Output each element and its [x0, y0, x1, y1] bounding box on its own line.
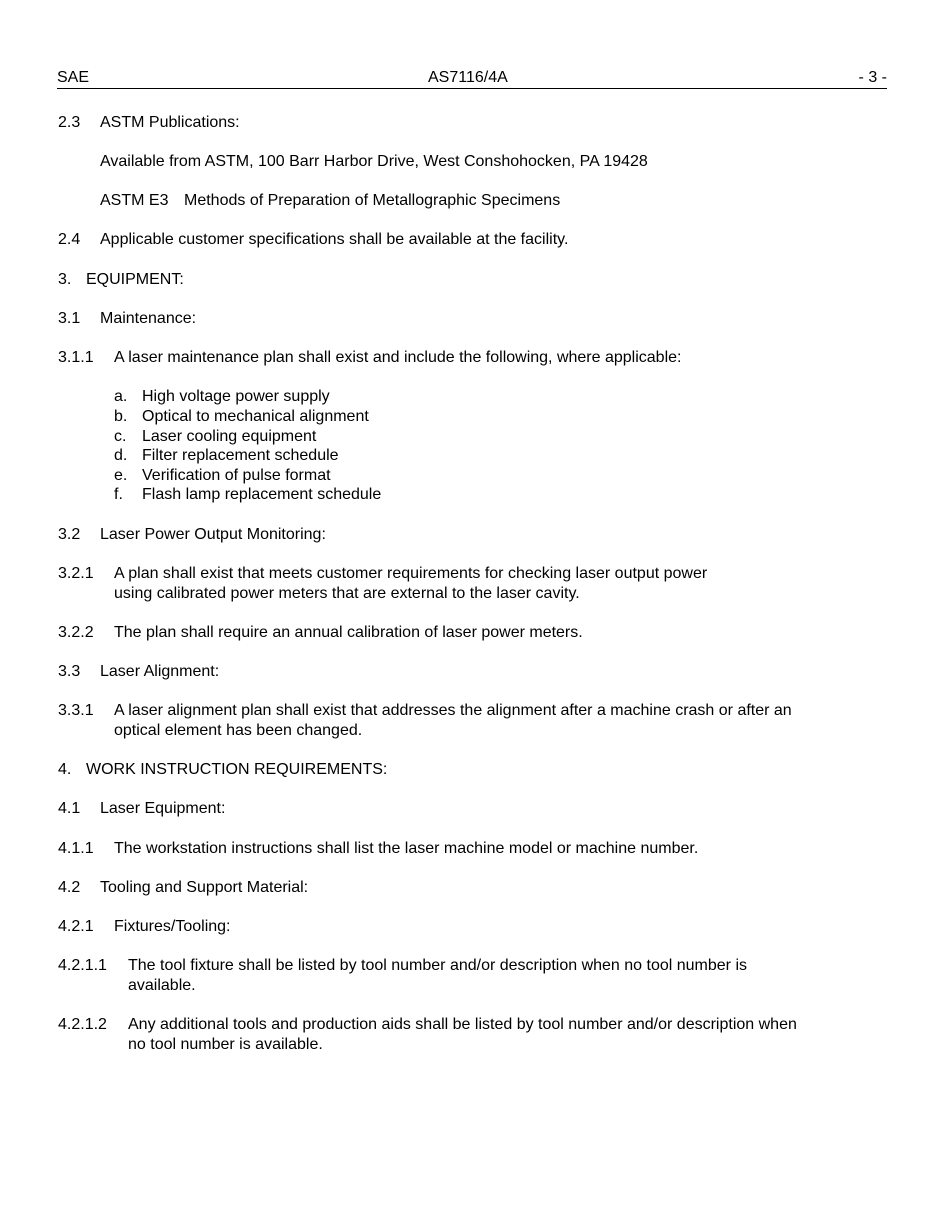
list-item-letter: d. [114, 447, 128, 464]
section-title: Fixtures/Tooling: [114, 918, 231, 935]
section-number: 4.2.1 [58, 918, 94, 935]
list-item: High voltage power supply [142, 388, 330, 405]
section-title: Laser Equipment: [100, 800, 226, 817]
list-item-letter: e. [114, 467, 128, 484]
section-text-line: A plan shall exist that meets customer requirements for checking laser output power [114, 565, 708, 582]
section-title: ASTM Publications: [100, 114, 240, 131]
section-text-line: The tool fixture shall be listed by tool number and/or description when no tool number is [128, 957, 748, 974]
section-number: 4.2.1.1 [58, 957, 107, 974]
section-text: Applicable customer specifications shall be available at the facility. [100, 231, 569, 248]
section-number: 2.3 [58, 114, 81, 131]
section-text-line: Any additional tools and production aids shall be listed by tool number and/or description when [128, 1016, 797, 1033]
section-title: EQUIPMENT: [86, 271, 184, 288]
section-number: 3. [58, 271, 72, 288]
header-page-number: - 3 - [858, 69, 887, 86]
section-number: 3.1 [58, 310, 81, 327]
section-text: A laser maintenance plan shall exist and include the following, where applicable: [114, 349, 682, 366]
section-text: The workstation instructions shall list the laser machine model or machine number. [114, 840, 699, 857]
list-item: Flash lamp replacement schedule [142, 486, 382, 503]
header-doc-number: AS7116/4A [428, 69, 508, 86]
section-title: Maintenance: [100, 310, 197, 327]
section-text: The plan shall require an annual calibration of laser power meters. [114, 624, 583, 641]
page-header [57, 68, 887, 89]
list-item: Optical to mechanical alignment [142, 408, 369, 425]
section-number: 4.1 [58, 800, 81, 817]
header-org: SAE [57, 69, 90, 86]
section-text-line: optical element has been changed. [114, 722, 363, 739]
section-number: 4.2 [58, 879, 81, 896]
section-title: Laser Power Output Monitoring: [100, 526, 326, 543]
reference-title: Methods of Preparation of Metallographic Specimens [184, 192, 561, 209]
section-text-line: available. [128, 977, 196, 994]
section-number: 3.3.1 [58, 702, 94, 719]
list-item-letter: b. [114, 408, 128, 425]
availability-note: Available from ASTM, 100 Barr Harbor Drive, West Conshohocken, PA 19428 [100, 153, 648, 170]
section-title: WORK INSTRUCTION REQUIREMENTS: [86, 761, 388, 778]
section-number: 3.2.1 [58, 565, 94, 582]
section-number: 2.4 [58, 231, 81, 248]
section-title: Tooling and Support Material: [100, 879, 309, 896]
list-item: Verification of pulse format [142, 467, 331, 484]
list-item-letter: c. [114, 428, 127, 445]
section-text-line: using calibrated power meters that are external to the laser cavity. [114, 585, 580, 602]
section-number: 4.2.1.2 [58, 1016, 107, 1033]
section-text-line: no tool number is available. [128, 1036, 323, 1053]
list-item: Laser cooling equipment [142, 428, 317, 445]
section-number: 3.2.2 [58, 624, 94, 641]
reference-code: ASTM E3 [100, 192, 169, 209]
list-item-letter: f. [114, 486, 123, 503]
section-text-line: A laser alignment plan shall exist that addresses the alignment after a machine crash or after an [114, 702, 792, 719]
section-title: Laser Alignment: [100, 663, 220, 680]
list-item: Filter replacement schedule [142, 447, 339, 464]
section-number: 3.2 [58, 526, 81, 543]
list-item-letter: a. [114, 388, 128, 405]
section-number: 4.1.1 [58, 840, 94, 857]
section-number: 3.1.1 [58, 349, 94, 366]
section-number: 4. [58, 761, 72, 778]
section-number: 3.3 [58, 663, 81, 680]
